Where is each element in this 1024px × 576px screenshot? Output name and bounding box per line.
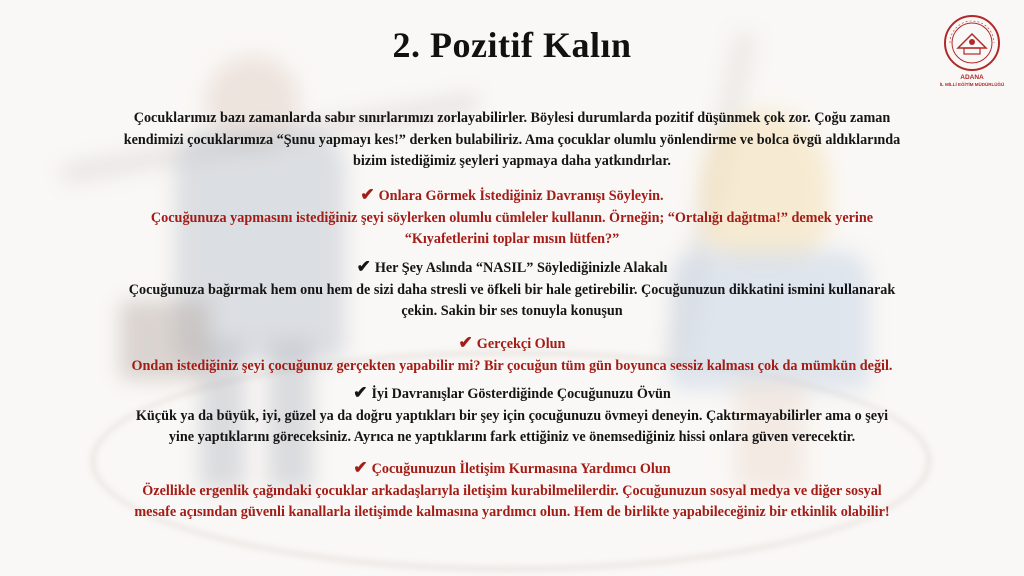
tip-line: Ondan istediğiniz şeyi çocuğunuz gerçekten yapabilir mi? Bir çocuğun tüm gün boyunca sessiz kalması çok da mümkün değil. (131, 357, 893, 374)
intro-line: Çocuklarımız bazı zamanlarda sabır sınırlarımızı zorlayabilirler. Böylesi durumlarda pozitif düşünmek çok zor. Çoğu zaman (133, 110, 891, 126)
logo-city: ADANA (960, 74, 984, 81)
tip-heading-text: İyi Davranışlar Gösterdiğinde Çocuğunuzu Övün (371, 386, 671, 402)
page-title: 2. Pozitif Kalın (392, 25, 632, 65)
tip-section (40, 186, 984, 251)
checkmark-icon: ✔ (458, 333, 473, 352)
tip-heading-text: Onlara Görmek İstediğiniz Davranışı Söyleyin. (378, 188, 664, 204)
tip-line: Çocuğunuza bağırmak hem onu hem de sizi daha stresli ve öfkeli bir hale getirebilir. Çocuğunuzun dikkatini ismini kullanarak (128, 281, 896, 298)
tip-heading (40, 258, 984, 280)
tip-heading (40, 384, 984, 406)
tip-line: Özellikle ergenlik çağındaki çocuklar arkadaşlarıyla iletişim kurabilmelilerdir. Çocuğunuzun sosyal medya ve diğer sosyal (142, 482, 882, 499)
tip-section (40, 384, 984, 449)
tip-heading (40, 334, 984, 356)
tip-heading-text: Çocuğunuzun İletişim Kurmasına Yardımcı Olun (371, 461, 671, 477)
intro-paragraph (40, 108, 984, 173)
tip-heading-text: Her Şey Aslında “NASIL” Söylediğinizle Alakalı (374, 260, 668, 276)
tip-line: Küçük ya da büyük, iyi, güzel ya da doğru yaptıkları bir şey için çocuğunuzu övmeyi deneyin. Çaktırmayabilirler ama o şeyi (135, 407, 889, 424)
tip-line: yine yaptıklarını göreceksiniz. Ayrıca ne yaptıklarını fark ettiğiniz ve önemsediğiniz hissi onlara güven verecektir. (168, 429, 856, 445)
tip-line: Çocuğunuza yapmasını istediğiniz şeyi söylerken olumlu cümleler kullanın. Örneğin; “Ortalığı dağıtma!” demek yerine (150, 209, 874, 226)
tip-line: mesafe açısından güvenli kanallarla iletişimde kalmasına yardımcı olun. Hem de birlikte yapabileceğiniz bir etkinlik olabilir! (134, 504, 890, 520)
tip-line: “Kıyafetlerini toplar mısın lütfen?” (404, 231, 620, 247)
tip-section (40, 334, 984, 377)
tip-section (40, 459, 984, 524)
intro-line: kendimizi çocuklarımıza “Şunu yapmayı kes!” derken bulabiliriz. Ama çocuklar olumlu yönlendirme ve bolca övgü aldıklarında (123, 131, 901, 148)
tip-heading (40, 186, 984, 208)
tip-section (40, 258, 984, 323)
checkmark-icon: ✔ (356, 257, 371, 276)
checkmark-icon: ✔ (360, 185, 375, 204)
tip-heading-text: Gerçekçi Olun (476, 336, 566, 352)
logo-subtitle: İL MİLLİ EĞİTİM MÜDÜRLÜĞÜ (939, 82, 1005, 87)
tip-line: çekin. Sakin bir ses tonuyla konuşun (401, 303, 623, 319)
checkmark-icon: ✔ (353, 458, 368, 477)
tip-heading (40, 459, 984, 481)
checkmark-icon: ✔ (353, 383, 368, 402)
intro-line: bizim istediğimiz şeyleri yapmaya daha yatkındırlar. (353, 153, 671, 169)
